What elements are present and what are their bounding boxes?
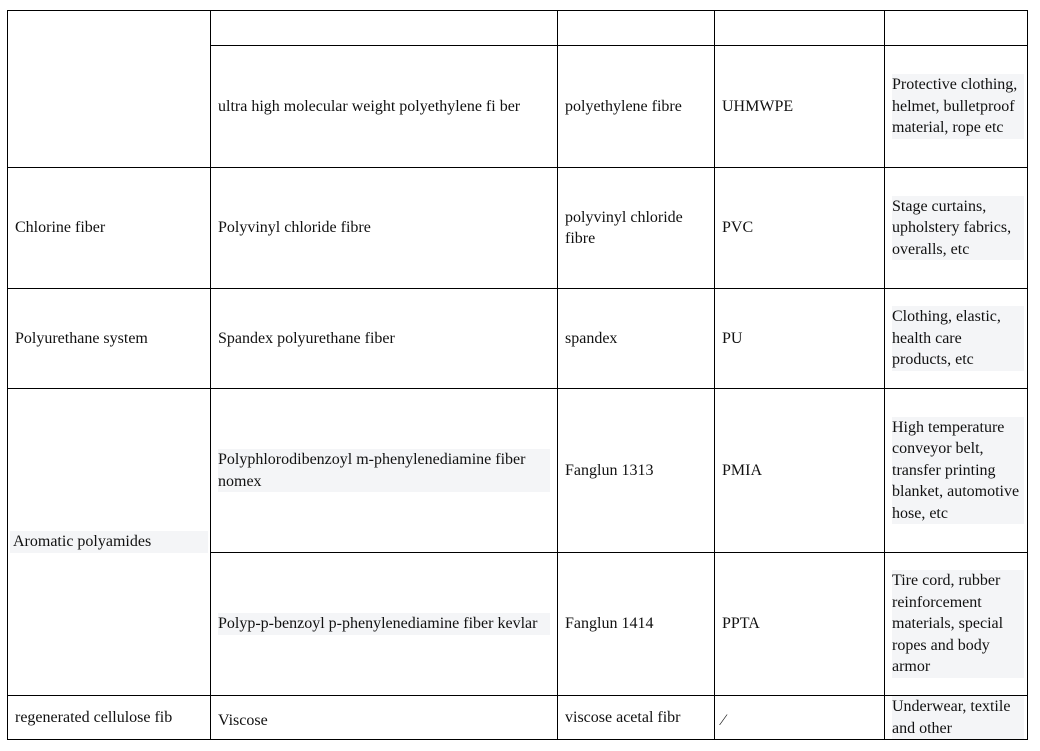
- uses-text: Underwear, textile and other: [892, 696, 1024, 739]
- common-name-text: viscose acetal fibr: [565, 708, 681, 726]
- uses-text: Protective clothing, helmet, bulletproof material, rope etc: [892, 74, 1024, 139]
- table-row: [8, 289, 1028, 389]
- category-text: regenerated cellulose fib: [15, 708, 173, 726]
- name-cell: [211, 168, 558, 289]
- abbreviation-cell: [715, 289, 885, 389]
- uses-cell: [885, 553, 1028, 696]
- category-cell: [8, 289, 211, 389]
- table-row: [8, 168, 1028, 289]
- abbreviation-text: PPTA: [722, 615, 760, 633]
- uses-cell: [885, 11, 1028, 46]
- table-row: [8, 389, 1028, 553]
- abbreviation-cell: [715, 553, 885, 696]
- fiber-table: [7, 10, 1028, 740]
- abbreviation-text: PU: [722, 329, 743, 347]
- common-name-cell: [558, 289, 715, 389]
- category-text: Chlorine fiber: [15, 219, 106, 237]
- category-text: Polyurethane system: [15, 329, 148, 347]
- table-row: [8, 11, 1028, 46]
- common-name-cell: [558, 553, 715, 696]
- category-cell: [8, 11, 211, 168]
- abbreviation-text: ⁄: [722, 711, 725, 729]
- abbreviation-cell: [715, 11, 885, 46]
- name-text: Spandex polyurethane fiber: [218, 329, 395, 347]
- name-text: Viscose: [218, 711, 268, 729]
- abbreviation-text: UHMWPE: [722, 97, 794, 115]
- common-name-text: Fanglun 1313: [565, 461, 654, 479]
- name-cell: [211, 46, 558, 168]
- table-row: [8, 696, 1028, 740]
- category-cell: [8, 389, 211, 696]
- name-text: Polyphlorodibenzoyl m-phenylenediamine fiber nomex: [218, 449, 550, 492]
- category-cell: [8, 696, 211, 740]
- abbreviation-cell: [715, 46, 885, 168]
- common-name-cell: [558, 46, 715, 168]
- name-cell: [211, 389, 558, 553]
- uses-text: Tire cord, rubber reinforcement materials, special ropes and body armor: [892, 570, 1024, 678]
- abbreviation-text: PVC: [722, 219, 754, 237]
- uses-cell: [885, 389, 1028, 553]
- abbreviation-cell: [715, 389, 885, 553]
- uses-cell: [885, 168, 1028, 289]
- common-name-text: spandex: [565, 329, 618, 347]
- name-cell: [211, 553, 558, 696]
- common-name-cell: [558, 168, 715, 289]
- name-text: Polyvinyl chloride fibre: [218, 219, 371, 237]
- category-text: Aromatic polyamides: [10, 531, 208, 553]
- uses-cell: [885, 46, 1028, 168]
- uses-text: High temperature conveyor belt, transfer printing blanket, automotive hose, etc: [892, 417, 1024, 525]
- name-cell: [211, 11, 558, 46]
- abbreviation-cell: [715, 696, 885, 740]
- uses-cell: [885, 696, 1028, 740]
- name-text: Polyp-p-benzoyl p-phenylenediamine fiber kevlar: [218, 613, 550, 635]
- abbreviation-cell: [715, 168, 885, 289]
- common-name-cell: [558, 11, 715, 46]
- abbreviation-text: PMIA: [722, 461, 763, 479]
- name-text: ultra high molecular weight polyethylene fi ber: [218, 97, 521, 115]
- common-name-cell: [558, 696, 715, 740]
- name-cell: [211, 289, 558, 389]
- common-name-text: Fanglun 1414: [565, 615, 654, 633]
- uses-cell: [885, 289, 1028, 389]
- uses-text: Clothing, elastic, health care products, etc: [892, 306, 1024, 371]
- common-name-text: polyvinyl chloride fibre: [565, 208, 683, 247]
- name-cell: [211, 696, 558, 740]
- common-name-cell: [558, 389, 715, 553]
- category-cell: [8, 168, 211, 289]
- common-name-text: polyethylene fibre: [565, 97, 682, 115]
- uses-text: Stage curtains, upholstery fabrics, overalls, etc: [892, 196, 1024, 261]
